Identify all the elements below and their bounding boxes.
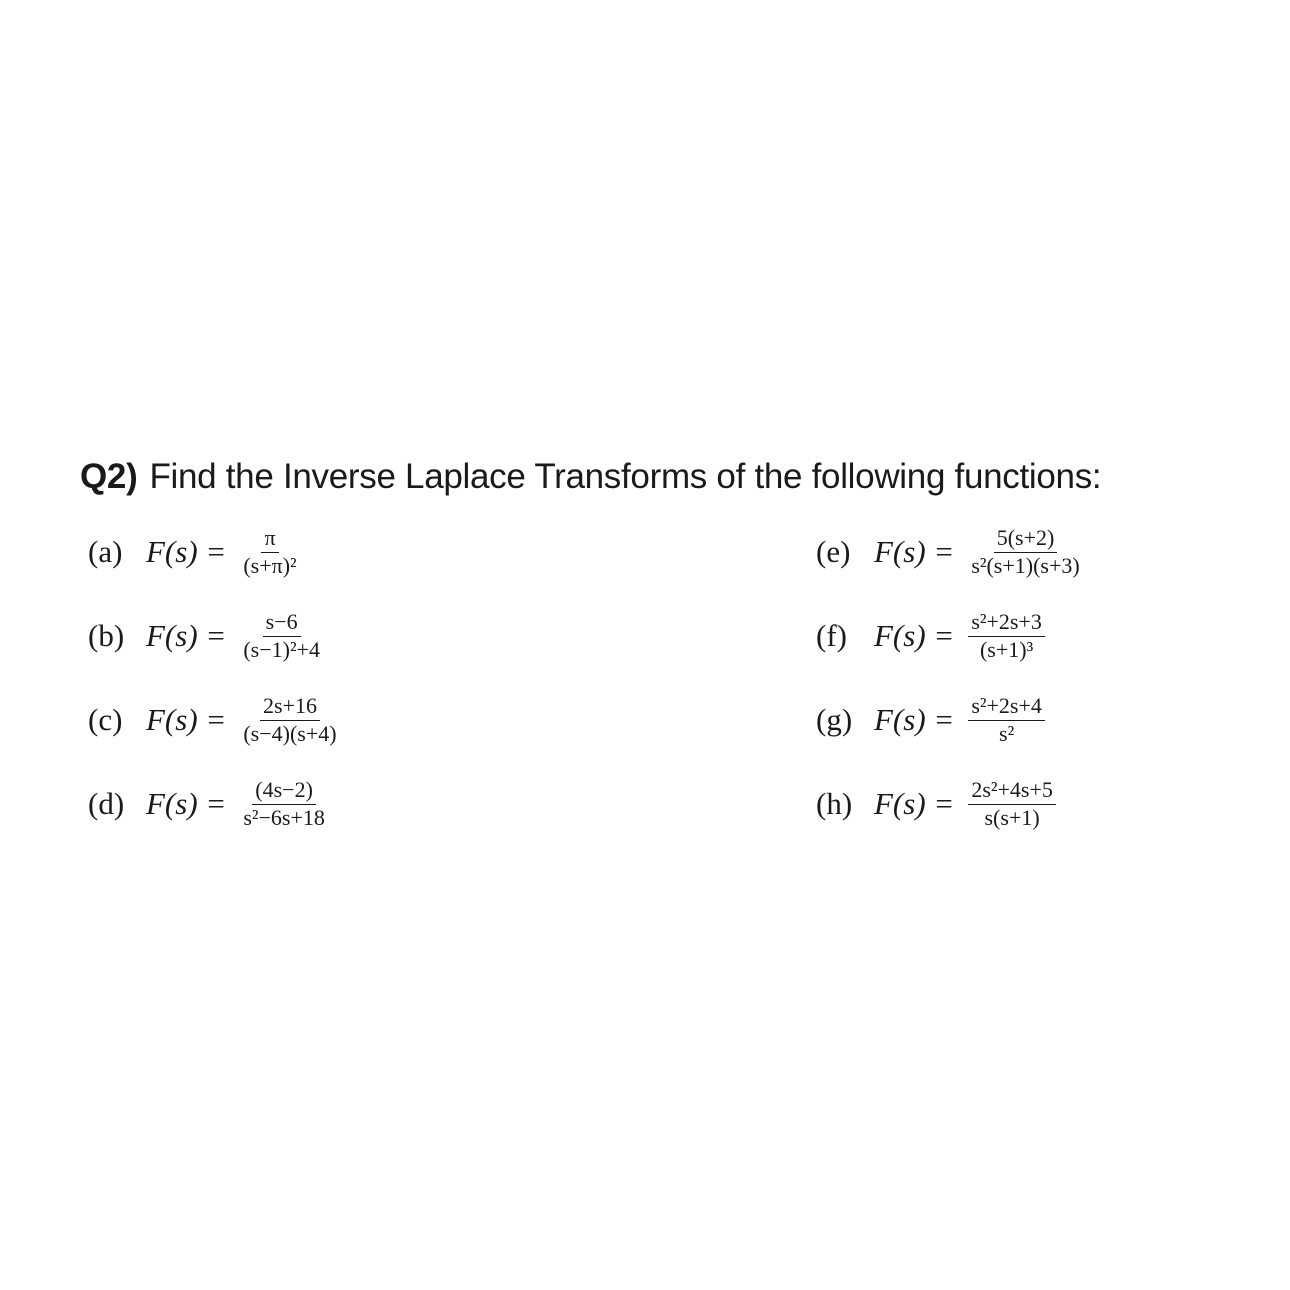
problem-label: (a) (88, 534, 123, 569)
problem-c (88, 690, 340, 750)
numerator: π (261, 526, 278, 553)
problem-h (816, 774, 1056, 834)
problem-e (816, 522, 1083, 582)
problem-label: (b) (88, 618, 125, 653)
problem-a (88, 522, 300, 582)
problem-label: (f) (816, 618, 847, 653)
denominator: s²−6s+18 (243, 805, 325, 830)
question-heading (80, 452, 1101, 502)
question-text: Find the Inverse Laplace Transforms of the following functions: (149, 457, 1102, 496)
function-lhs: F(s) = (146, 786, 227, 821)
function-lhs: F(s) = (146, 534, 227, 569)
numerator: 5(s+2) (994, 526, 1058, 553)
fraction (240, 694, 339, 746)
function-lhs: F(s) = (146, 702, 227, 737)
numerator: s²+2s+3 (968, 610, 1045, 637)
problem-label: (e) (816, 534, 851, 569)
numerator: (4s−2) (252, 778, 316, 805)
fraction (968, 526, 1082, 578)
function-lhs: F(s) = (874, 702, 955, 737)
fraction (968, 778, 1056, 830)
numerator: 2s²+4s+5 (968, 778, 1056, 805)
denominator: s² (999, 721, 1015, 746)
function-lhs: F(s) = (874, 786, 955, 821)
function-lhs: F(s) = (874, 618, 955, 653)
fraction (968, 694, 1045, 746)
fraction (240, 778, 328, 830)
problem-label: (h) (816, 786, 853, 821)
problem-g (816, 690, 1045, 750)
problem-d (88, 774, 328, 834)
question-number: Q2) (80, 457, 138, 496)
numerator: s²+2s+4 (968, 694, 1045, 721)
function-lhs: F(s) = (874, 534, 955, 569)
denominator: (s+π)² (243, 553, 297, 578)
problem-label: (g) (816, 702, 853, 737)
fraction (240, 526, 299, 578)
denominator: (s−1)²+4 (243, 637, 320, 662)
numerator: s−6 (263, 610, 301, 637)
denominator: s²(s+1)(s+3) (971, 553, 1080, 578)
denominator: (s+1)³ (979, 637, 1034, 662)
denominator: s(s+1) (984, 805, 1040, 830)
problem-label: (c) (88, 702, 123, 737)
fraction (968, 610, 1045, 662)
problem-b (88, 606, 323, 666)
denominator: (s−4)(s+4) (243, 721, 337, 746)
problem-f (816, 606, 1045, 666)
function-lhs: F(s) = (146, 618, 227, 653)
numerator: 2s+16 (260, 694, 320, 721)
problem-label: (d) (88, 786, 125, 821)
fraction (240, 610, 323, 662)
